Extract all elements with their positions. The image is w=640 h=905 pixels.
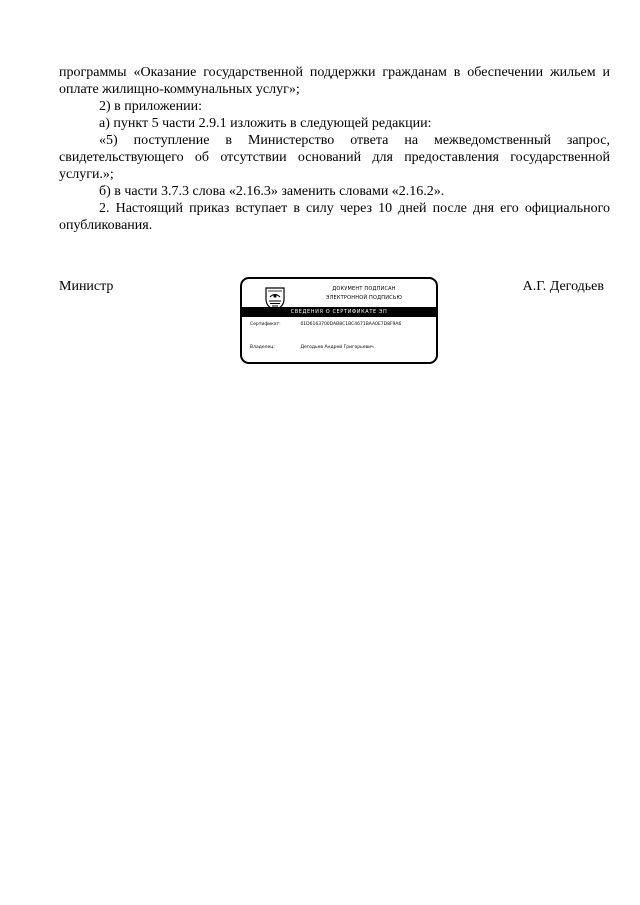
document-body xyxy=(59,64,610,234)
stamp-heading-line-2: ЭЛЕКТРОННОЙ ПОДПИСЬЮ xyxy=(325,295,403,301)
paragraph-appendix-intro: 2) в приложении: xyxy=(99,99,202,114)
signatory-role: Министр xyxy=(59,279,114,294)
stamp-certificate-row xyxy=(250,321,434,329)
stamp-owner-row xyxy=(250,344,434,352)
paragraph-item-a: а) пункт 5 части 2.9.1 изложить в следующей редакции: xyxy=(99,116,432,131)
electronic-signature-stamp xyxy=(240,277,438,364)
certificate-label: Сертификат: xyxy=(250,322,281,327)
paragraph-program-name: программы «Оказание государственной поддержки гражданам в обеспечении жильем и оплате жилищно-коммунальных услуг»; xyxy=(59,65,610,97)
paragraph-new-wording: «5) поступление в Министерство ответа на межведомственный запрос, свидетельствующего об отсутствии оснований для предоставления государственной услуги.»; xyxy=(59,133,610,182)
paragraph-item-b: б) в части 3.7.3 слова «2.16.3» заменить словами «2.16.2». xyxy=(99,184,445,199)
stamp-heading xyxy=(304,285,424,303)
stamp-heading-line-1: ДОКУМЕНТ ПОДПИСАН xyxy=(332,286,396,292)
certificate-value: 01D6163700DAB8C1BC4671BAA0E7D8F9A6 xyxy=(300,322,402,327)
owner-label: Владелец: xyxy=(250,345,275,350)
stamp-certificate-band: СВЕДЕНИЯ О СЕРТИФИКАТЕ ЭП xyxy=(242,307,436,317)
signatory-name: А.Г. Дегодьев xyxy=(522,279,604,294)
signature-block xyxy=(59,279,610,369)
paragraph-entry-into-force: 2. Настоящий приказ вступает в силу через 10 дней после дня его официального опубликования. xyxy=(59,201,610,233)
owner-value: Дегодьев Андрей Григорьевич xyxy=(300,345,374,350)
